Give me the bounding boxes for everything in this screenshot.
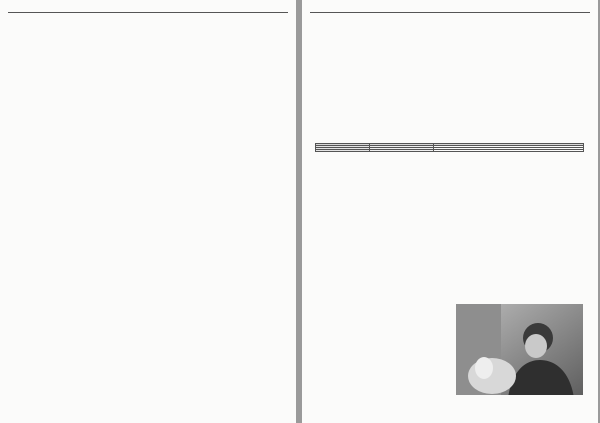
photo-image — [456, 304, 583, 395]
right-column-bottom — [455, 271, 589, 395]
table-cell — [370, 150, 434, 152]
right-page — [302, 0, 598, 423]
header-rule — [310, 12, 590, 13]
left-page — [0, 0, 296, 423]
header-rule — [8, 12, 288, 13]
right-column-top — [455, 16, 589, 140]
left-column-bottom — [315, 271, 443, 391]
right-column — [146, 16, 278, 390]
table-cell — [434, 150, 584, 152]
theory-table — [315, 143, 584, 152]
table-row — [316, 150, 584, 152]
table-row-header — [316, 150, 370, 152]
left-column-top — [315, 16, 443, 140]
left-column — [10, 16, 138, 390]
theory-table-wrapper — [315, 143, 585, 267]
